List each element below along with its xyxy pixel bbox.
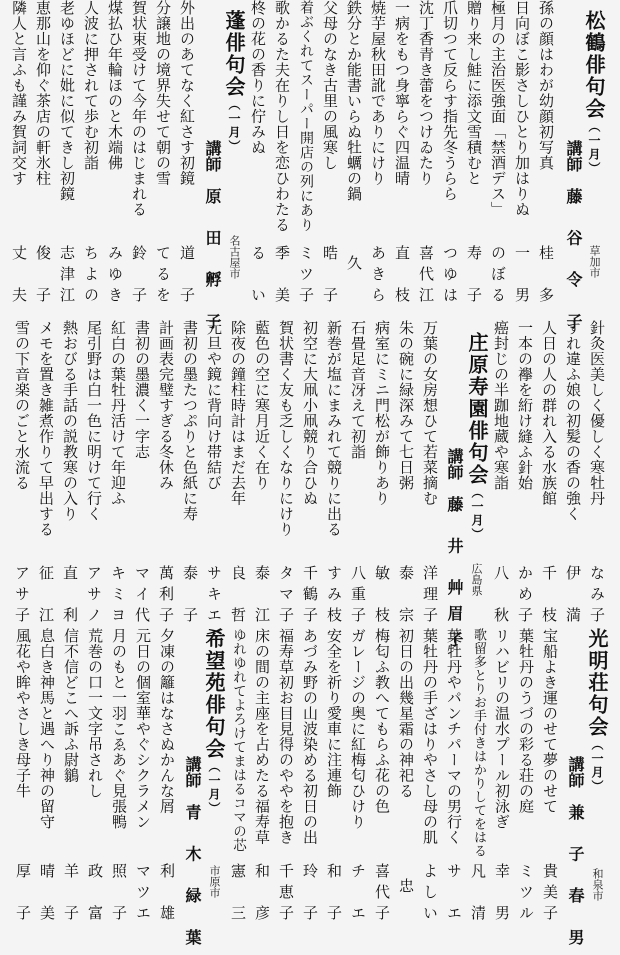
poem-text: 梅匂ふ教へてもらふ花の色 (373, 628, 391, 814)
group-name: 光明荘句会 (585, 628, 609, 738)
poem-text: 賀状書く友も乏しくなりにけり (277, 320, 295, 537)
band-top (0, 0, 620, 339)
lecturer-komyoso (566, 756, 584, 955)
poem-text: 葉牡丹やパンチパーマの男行く (445, 628, 463, 845)
poem-column (10, 0, 28, 308)
poem-column (541, 628, 559, 926)
poem-column (277, 628, 295, 926)
poem-text: 癌封じの半跏地蔵や寒詣 (492, 320, 510, 491)
poem-text: すれ違ふ娘の初髪の香の強く (564, 320, 582, 522)
poem-author: サ エ (445, 863, 463, 926)
poem-column (492, 320, 510, 628)
poem-author: 喜代子 (373, 863, 391, 926)
poem-text: 父母のなき古里の風寒し (321, 0, 339, 171)
poem-text: 葉牡丹のうづの彩る荘の庭 (517, 628, 535, 814)
group-name: 蓬俳句会 (222, 10, 246, 98)
poem-text: 恵那山を仰ぐ茶店の軒氷柱 (34, 0, 52, 186)
poem-text: 熱おびる手話の説教寒の入り (61, 320, 79, 522)
lecturer-label: 講師 (564, 140, 583, 172)
poem-author: 道 子 (178, 245, 196, 308)
poem-author: ミツ子 (297, 245, 315, 308)
poem-text: 日向ぼこ影さしひとり加はりぬ (513, 0, 531, 217)
poem-text: 初日の出幾星霜の神祀る (397, 628, 415, 799)
poem-column (158, 628, 176, 926)
poem-column (205, 320, 223, 628)
lecturer-label: 講師 (566, 756, 585, 788)
poem-column (109, 320, 127, 628)
poem-author: 喜代江 (417, 245, 435, 308)
poem-text: 煤払ひ年輪ほのと木端佛 (106, 0, 124, 171)
poem-column (38, 628, 56, 926)
poem-author: 玲 子 (301, 863, 319, 926)
poem-text: 人日の人の群れ入る水族館 (540, 320, 558, 506)
poem-author: 洋理子 (421, 565, 439, 628)
poem-author: 千恵子 (277, 863, 295, 926)
poem-author: のぼる (489, 245, 507, 308)
poem-column (325, 628, 343, 926)
poem-column (373, 320, 391, 628)
poem-author: 憲 三 (229, 863, 247, 926)
poem-column (373, 628, 391, 926)
poem-author: 萬利子 (157, 565, 175, 628)
poem-author: すみ枝 (325, 565, 343, 628)
poem-text: 初空に大凧小凧競り合ひぬ (301, 320, 319, 506)
poem-column (469, 628, 487, 926)
group-title-komyoso (585, 628, 609, 794)
poem-text: ガレージの奥に紅梅匂ひけり (349, 628, 367, 830)
poem-author: 征 江 (37, 565, 55, 628)
poem-text: 歌かるた夫在りし日を恋ひわたる (273, 0, 291, 233)
poem-column (82, 0, 100, 308)
city-label: 広島県 (470, 563, 483, 596)
poem-text: あづみ野の山波染める初日の出 (301, 628, 319, 845)
poem-column (58, 0, 76, 308)
poem-column (85, 320, 103, 628)
poem-text: 息白き神馬と遇へり神の留守 (38, 628, 56, 830)
poem-column (465, 0, 483, 308)
poem-column (253, 320, 271, 628)
poem-author: る い (249, 245, 267, 308)
group-month: （一月） (207, 760, 221, 816)
poem-text: 爪切つて反らす指先冬うらら (441, 0, 459, 202)
poem-text: 針灸医美しく優しく寒牡丹 (588, 320, 606, 506)
city-label: 草加市 (588, 245, 601, 278)
city-label: 和泉市 (591, 868, 604, 901)
poem-text: 着ぶくれてスーパー開店の列にあり (298, 0, 314, 232)
poem-text: 元日の個室華やぐシクラメン (134, 628, 152, 830)
poem-column (37, 320, 55, 628)
poem-column (445, 628, 463, 926)
poem-text: 賀状束受けて今年のはじまれる (130, 0, 148, 217)
poem-text: 孫の顔はわが幼顔初写真 (537, 0, 555, 171)
poem-column (349, 320, 367, 628)
poem-author: 桂 多 (537, 245, 555, 308)
poem-column (249, 0, 267, 308)
poem-author: 久 (345, 255, 363, 276)
poem-author: アサノ (85, 565, 103, 628)
poem-column (301, 320, 319, 628)
poem-author: タマ子 (277, 565, 295, 628)
poem-author: 八 秋 (492, 565, 510, 628)
lecturer-shobara (445, 448, 463, 657)
poem-text: 沈丁香青き蕾をつけゐたり (417, 0, 435, 186)
poem-author: つゆは (441, 245, 459, 308)
poem-text: 宝船よき運のせて夢のせて (541, 628, 559, 814)
poem-column (13, 320, 31, 628)
group-name: 希望苑俳句会 (202, 628, 226, 760)
poem-author: マツエ (134, 863, 152, 926)
poem-text: メモを置き雑煮作りて早出する (37, 320, 55, 537)
poem-author: てるを (154, 245, 172, 308)
poem-text: 雪の下音楽のごと水流る (13, 320, 31, 491)
poem-text: 焼芋屋秋田訛でありにけり (369, 0, 387, 186)
poem-author: 寿 子 (465, 245, 483, 308)
group-title-shokaku (582, 10, 606, 176)
poem-column (229, 320, 247, 628)
poem-column (134, 628, 152, 926)
poem-column (540, 320, 558, 628)
poem-author: 直 枝 (393, 245, 411, 308)
poem-column (110, 628, 128, 926)
poem-author: 千鶴子 (301, 565, 319, 628)
band-bottom (0, 628, 620, 955)
poem-author: ちよの (82, 245, 100, 308)
group-title-shobara (465, 332, 489, 542)
poem-author: 貴美子 (541, 863, 559, 926)
poem-column (133, 320, 151, 628)
poem-author: アサ子 (13, 565, 31, 628)
poem-text: 分譲地の境界失せて朝の雪 (154, 0, 172, 186)
poem-text: 新巻が塩にまみれて競りに出る (325, 320, 343, 537)
poem-author: 丈 夫 (10, 245, 28, 308)
city-label: 名古屋市 (228, 235, 241, 279)
poem-column (157, 320, 175, 628)
poem-author: 季 美 (273, 245, 291, 308)
poem-author: 晧 子 (321, 245, 339, 308)
poem-author: サキエ (205, 565, 223, 628)
group-month: （一月） (227, 98, 241, 154)
group-month: （一月） (470, 486, 484, 542)
poem-author: マイ代 (133, 565, 151, 628)
poem-column (297, 0, 315, 308)
poem-text: 朱の碗に緑深みて七日粥 (397, 320, 415, 491)
poem-author: 良 哲 (229, 565, 247, 628)
poem-text: 老ゆほどに妣に似てきし初鏡 (58, 0, 76, 202)
poem-author: 晴 美 (38, 863, 56, 926)
poem-text: 安全を祈り愛車に注連飾 (325, 628, 343, 799)
poem-text: 荒巻の口一文字吊されし (86, 628, 104, 799)
poem-author: チ エ (349, 863, 367, 926)
poem-text: 鉄分とか能書いらぬ牡蠣の鍋 (345, 0, 363, 202)
poem-author: みゆき (106, 245, 124, 308)
poem-author: 伊 満 (564, 565, 582, 628)
poem-author: 千 枝 (540, 565, 558, 628)
poem-column (325, 320, 343, 628)
poem-column (86, 628, 104, 926)
poem-column (564, 320, 582, 628)
poem-author: 忠 (397, 878, 415, 899)
poem-author: 敏 枝 (373, 565, 391, 628)
poem-author: 泰 宗 (397, 565, 415, 628)
poem-text: 福寿草初お目見得のややを抱き (277, 628, 295, 845)
poem-author: 利 雄 (158, 863, 176, 926)
poem-column (178, 0, 196, 308)
poem-author: 泰 江 (253, 565, 271, 628)
poem-column (345, 0, 363, 305)
poem-column (301, 628, 319, 926)
poem-text: 一病をもつ身寧らぐ四温晴 (393, 0, 411, 186)
poem-column (513, 0, 531, 308)
poem-text: 紅白の葉牡丹活けて年迎ふ (109, 320, 127, 506)
poem-author: 直 利 (61, 565, 79, 628)
poem-text: 床の間の主座を占めたる福寿草 (253, 628, 271, 845)
poem-text: 外出のあてなく紅さす初鏡 (178, 0, 196, 186)
lecturer-yomogi (203, 140, 221, 339)
poem-column (369, 0, 387, 308)
poem-text: 計画表完璧すぎる冬休み (157, 320, 175, 491)
poem-author: 鈴 子 (130, 245, 148, 308)
poem-text: 贈り来し鮭に添文雪積むと (465, 0, 483, 186)
poem-column (130, 0, 148, 308)
group-name: 松鶴俳句会 (582, 10, 606, 120)
poem-column (537, 0, 555, 308)
poem-text: 歌留多とりお手付きはかりしてをはる (471, 628, 486, 858)
poem-text: 書初の墨たつぷりと色紙に寿 (181, 320, 199, 522)
poem-column (277, 320, 295, 628)
city-label: 市原市 (208, 865, 221, 898)
poem-column (181, 320, 199, 628)
poem-text: 除夜の鐘柱時計はまだ去年 (229, 320, 247, 506)
poem-column (273, 0, 291, 308)
poem-column (154, 0, 172, 308)
poem-text: 柊の花の香りに佇みぬ (249, 0, 267, 155)
lecturer-name: 兼 子 春 男 (566, 804, 585, 955)
poem-author: 八重子 (349, 565, 367, 628)
poem-author: なみ子 (588, 565, 606, 628)
poem-text: 風花や眸やさしき母子牛 (14, 628, 32, 799)
poem-text: 石畳足音冴えて初詣 (349, 320, 367, 460)
poem-column (393, 0, 411, 308)
lecturer-name: 藤 井 艸眉子 (445, 496, 464, 658)
poem-text: 夕凍の籬はなさぬかんな屑 (158, 628, 176, 814)
lecturer-label: 講師 (183, 756, 202, 788)
poem-column (417, 0, 435, 308)
poem-column (517, 628, 535, 926)
poem-author: 照 子 (110, 863, 128, 926)
poem-column (229, 628, 247, 926)
lecturer-name: 原 田 孵 子 (203, 188, 222, 339)
poem-author: 俊 子 (34, 245, 52, 308)
poem-column (349, 628, 367, 926)
group-name: 庄原寿園俳句会 (465, 332, 489, 486)
group-title-kibouen (202, 628, 226, 816)
poem-author: 羊 子 (62, 863, 80, 926)
poem-author: かめ子 (516, 565, 534, 628)
poem-column (106, 0, 124, 308)
poem-column (321, 0, 339, 308)
lecturer-label: 講師 (445, 448, 464, 480)
lecturer-shokaku (564, 140, 582, 339)
poem-column (421, 320, 439, 628)
poem-text: 隣人と言ふも謹み賀詞交す (10, 0, 28, 186)
poem-author: 泰 子 (181, 565, 199, 628)
lecturer-name: 青 木 緑 葉 (183, 804, 202, 955)
poem-column (34, 0, 52, 308)
poem-column (61, 320, 79, 628)
poem-column (441, 0, 459, 308)
lecturer-name: 藤 谷 令 子 (564, 188, 583, 339)
poem-column (62, 628, 80, 926)
poem-text: 尾引野は白一色に明けて行く (85, 320, 103, 522)
poem-column (397, 320, 415, 628)
poem-author: 志津江 (58, 245, 76, 308)
poem-text: 人波に押されて歩む初詣 (82, 0, 100, 171)
group-month: （一月） (587, 120, 601, 176)
poem-author: 幸 男 (493, 863, 511, 926)
poem-author: キミヨ (109, 565, 127, 628)
poem-text: ゆれゆれてよろけてまはるコマの芯 (230, 628, 246, 852)
lecturer-label: 講師 (203, 140, 222, 172)
poem-author: 和 彦 (253, 863, 271, 926)
lecturer-kibouen (183, 756, 201, 955)
poem-column (14, 628, 32, 926)
poem-text: 一本の襷を絎け縫ふ針始 (516, 320, 534, 491)
poem-author: 政 富 (86, 863, 104, 926)
band-middle (0, 320, 620, 658)
poem-text: 月のもと一羽こゑあぐ見張鴨 (110, 628, 128, 830)
poem-column (588, 320, 606, 628)
poem-author: よしい (421, 863, 439, 926)
poem-text: 葉牡丹の手ざはりやさし母の肌 (421, 628, 439, 845)
group-title-yomogi (222, 10, 246, 154)
poem-text: 元旦や鏡に背向け帯結び (205, 320, 223, 491)
poem-text: 万葉の女房想ひて若菜摘む (421, 320, 439, 506)
poem-text: リハビリの温水プール初泳ぎ (493, 628, 511, 830)
poem-author: あきら (369, 245, 387, 308)
poem-author: 一 男 (513, 245, 531, 308)
group-month: （一月） (590, 738, 604, 794)
poem-author: 和 子 (325, 863, 343, 926)
poem-text: 病室にミニ門松が飾りあり (373, 320, 391, 506)
poem-text: 極月の主治医強面「禁酒デス」 (489, 0, 507, 217)
poem-author: 厚 子 (14, 863, 32, 926)
poem-column (421, 628, 439, 926)
poem-text: 信不信どこへ訴ふ尉鶲 (62, 628, 80, 783)
poem-text: 書初の墨濃く一字志 (133, 320, 151, 460)
poem-column (253, 628, 271, 926)
poem-column (489, 0, 507, 308)
poem-author: ミツル (517, 863, 535, 926)
poem-column (516, 320, 534, 628)
poem-column (493, 628, 511, 926)
poem-text: 藍色の空に寒月近く在り (253, 320, 271, 491)
poem-author: 凡 清 (469, 863, 487, 926)
poem-column (397, 628, 415, 923)
